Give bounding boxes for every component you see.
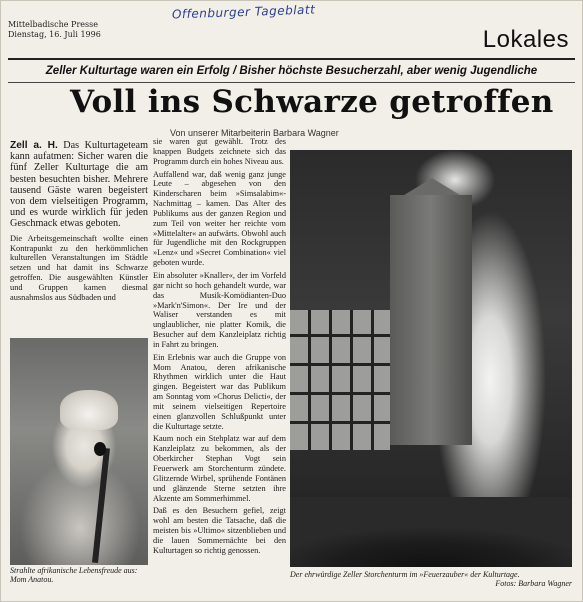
mid-paragraph: Daß es den Besuchern gefiel, zeigt wohl am besten die Tatsache, daß die meisten bis »Ultimo« sitzenblieben und die lauen Sommernächte bei den Kulturtagen so richtig genossen. [153,506,286,555]
microphone-stand [92,448,110,563]
turban-shape [60,390,118,430]
handwritten-note: Offenburger Tageblatt [171,2,316,22]
microphone-icon [94,442,106,456]
mid-paragraph: Ein absoluter »Knaller«, der im Vorfeld gar nicht so hoch gehandelt wurde, war das Musik-Komödianten-Duo »Mark'n'Simon«. Der Ire und der Waliser verstanden es mit unglaublicher, nie platter Komik, die Besucher auf dem Kanzleiplatz richtig in Fahrt zu bringen. [153,270,286,349]
tower-shape [390,195,472,445]
middle-column [153,137,286,577]
photo-right-caption [290,570,572,588]
section-title: Lokales [482,26,569,53]
photo-left-caption: Strahlte afrikanische Lebensfreude aus: Mom Anatou. [10,566,138,584]
byline: Von unserer Mitarbeiterin Barbara Wagner [170,128,339,138]
mid-paragraph: sie waren gut gewählt. Trotz des knappen Budgets zeichnete sich das Programm durch ein hohes Niveau aus. [153,137,286,166]
lead-text: Das Kulturtageteam kann aufatmen: Sicher waren die fünf Zeller Kulturtage die am besten besuchten bisher. Mehrere tausend Gäste waren begeistert von dem vielseitigen Programm, und es wurde wirklich für jeden Geschmack etwas geboten. [10,140,148,230]
kicker-rule [8,82,575,83]
publication-name: Mittelbadische Presse [8,20,98,29]
photo-credit: Fotos: Barbara Wagner [495,579,572,588]
photo-right-caption-text: Der ehrwürdige Zeller Storchenturm im »Feuerzauber« der Kulturtage. [290,570,520,579]
half-timbered-house-shape [290,310,390,450]
publication-date: Dienstag, 16. Juli 1996 [8,30,101,39]
source-info [8,20,101,40]
mid-paragraph: Kaum noch ein Stehplatz war auf dem Kanzleiplatz zu bekommen, als der Oberkircher Stephan Vogt sein Feuerwerk am Storchenturm zündete. Glitzernde Wirbel, sprühende Fontänen und glänzende Sterne setzten ihre Akzente am Sommerhimmel. [153,434,286,503]
headline: Voll ins Schwarze getroffen [70,84,554,120]
left-paragraph: Die Arbeitsgemeinschaft wollte einen Kontrapunkt zu den herkömmlichen kulturellen Veranstaltungen im Städtle setzen und hat damit ins Schwarze getroffen. Die ausgewählten Künstler und Gruppen kamen diesmal ausnahmslos aus Südbaden und [10,233,148,303]
left-column [10,140,148,336]
lead-paragraph [10,140,148,230]
lead-place: Zell a. H. [10,140,58,151]
kicker: Zeller Kulturtage waren ein Erfolg / Bisher höchste Besucherzahl, aber wenig Jugendliche [45,65,538,77]
top-rule [8,58,575,60]
photo-mom-anatou [10,338,148,565]
mid-paragraph: Ein Erlebnis war auch die Gruppe von Mom Anatou, deren afrikanische Rhythmen wirklich unter die Haut gingen. Begeistert war das Publikum am Sonntag vom »Chorus Delicti«, der mit seinem vielseitigen Repertoire einen glanzvollen Schlußpunkt unter die Kulturtage setzte. [153,352,286,431]
photo-storchenturm [290,150,572,567]
mid-paragraph: Auffallend war, daß wenig ganz junge Leute – abgesehen von den Kinderscharen beim »Simsalabim«-Nachmittag – kamen. Das Alter des Publikums aus der ganzen Region und zum Teil von weiter her reichte vom »Mittelalter« an aufwärts. Obwohl auch für Jugendliche mit den Rockgruppen »Lenz« und »Secret Combination« viel geboten wurde. [153,169,286,268]
crowd-silhouette [290,497,572,567]
